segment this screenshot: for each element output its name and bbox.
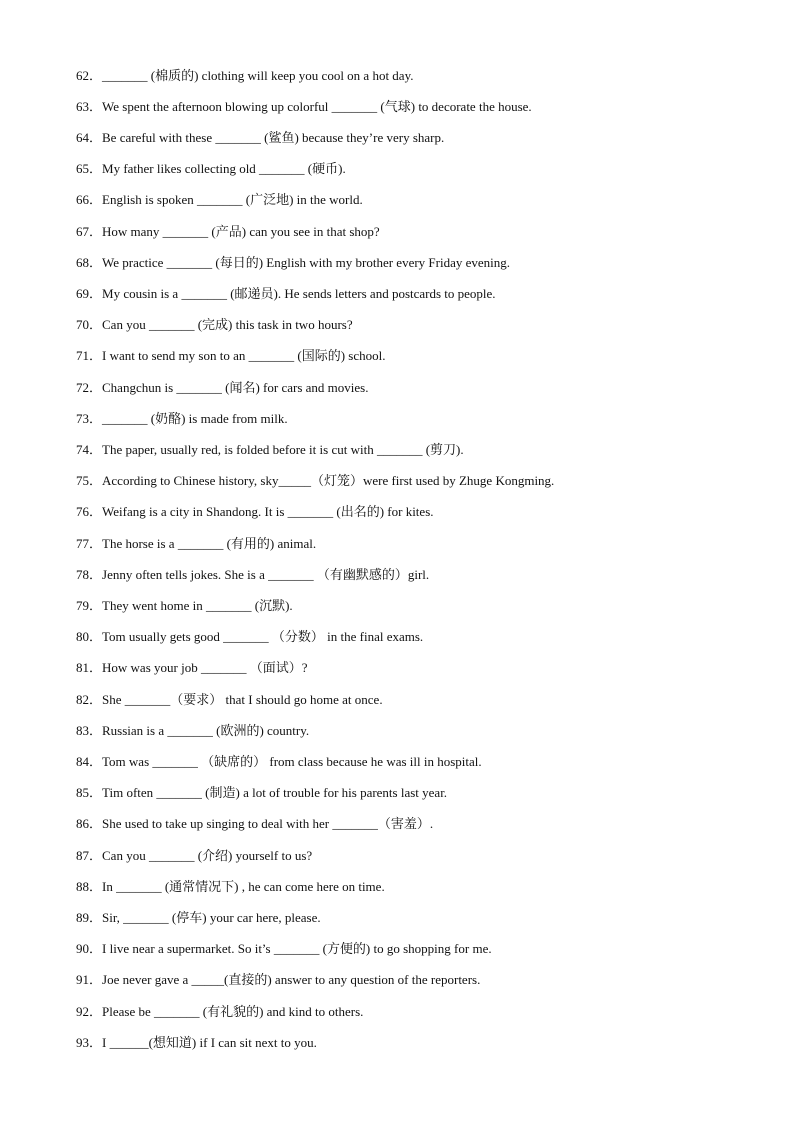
item-text: Sir, _______ (停车) your car here, please. xyxy=(102,910,321,925)
item-number: 78． xyxy=(76,567,103,582)
item-number: 91． xyxy=(76,972,103,987)
exercise-item xyxy=(76,783,447,803)
item-number: 77． xyxy=(76,536,103,551)
exercise-item xyxy=(76,1033,317,1053)
item-text: Russian is a _______ (欧洲的) country. xyxy=(102,723,310,738)
item-number: 74． xyxy=(76,442,103,457)
item-number: 66． xyxy=(76,192,103,207)
exercise-item xyxy=(76,877,385,897)
exercise-item xyxy=(76,222,380,242)
item-number: 73． xyxy=(76,411,103,426)
exercise-item xyxy=(76,66,413,86)
exercise-item xyxy=(76,346,385,366)
item-number: 82． xyxy=(76,692,103,707)
item-number: 64． xyxy=(76,130,103,145)
exercise-item xyxy=(76,752,482,772)
exercise-item xyxy=(76,1002,363,1022)
item-number: 67． xyxy=(76,224,103,239)
exercise-item xyxy=(76,502,434,522)
item-number: 68． xyxy=(76,255,103,270)
item-number: 70． xyxy=(76,317,103,332)
exercise-item xyxy=(76,939,492,959)
item-text: Tom was _______ （缺席的） from class because he was ill in hospital. xyxy=(102,754,482,769)
item-text: She _______（要求） that I should go home at once. xyxy=(102,692,383,707)
exercise-item xyxy=(76,970,480,990)
item-text: I want to send my son to an _______ (国际的) school. xyxy=(102,348,386,363)
item-number: 69． xyxy=(76,286,103,301)
item-number: 83． xyxy=(76,723,103,738)
exercise-item xyxy=(76,846,312,866)
item-text: Joe never gave a _____(直接的) answer to any question of the reporters. xyxy=(102,972,481,987)
item-text: I live near a supermarket. So it’s _______ (方便的) to go shopping for me. xyxy=(102,941,492,956)
exercise-item xyxy=(76,440,464,460)
item-number: 76． xyxy=(76,504,103,519)
item-number: 89． xyxy=(76,910,103,925)
exercise-item xyxy=(76,315,353,335)
item-text: Be careful with these _______ (鲨鱼) because they’re very sharp. xyxy=(102,130,445,145)
item-text: Tom usually gets good _______ （分数） in the final exams. xyxy=(102,629,424,644)
item-number: 72． xyxy=(76,380,103,395)
item-text: We spent the afternoon blowing up colorful _______ (气球) to decorate the house. xyxy=(102,99,532,114)
item-number: 79． xyxy=(76,598,103,613)
exercise-item xyxy=(76,97,532,117)
item-number: 71． xyxy=(76,348,103,363)
exercise-item xyxy=(76,565,429,585)
exercise-item xyxy=(76,814,433,834)
exercise-item xyxy=(76,908,321,928)
exercise-item xyxy=(76,534,316,554)
exercise-item xyxy=(76,596,293,616)
item-number: 84． xyxy=(76,754,103,769)
item-text: According to Chinese history, sky_____（灯笼）were first used by Zhuge Kongming. xyxy=(102,473,555,488)
item-text: Jenny often tells jokes. She is a _______ （有幽默感的）girl. xyxy=(102,567,430,582)
item-text: I ______(想知道) if I can sit next to you. xyxy=(102,1035,317,1050)
item-number: 80． xyxy=(76,629,103,644)
item-text: Changchun is _______ (闻名) for cars and movies. xyxy=(102,380,369,395)
item-number: 62． xyxy=(76,68,103,83)
item-number: 92． xyxy=(76,1004,103,1019)
item-text: _______ (奶酪) is made from milk. xyxy=(102,411,288,426)
exercise-item xyxy=(76,190,363,210)
item-text: The horse is a _______ (有用的) animal. xyxy=(102,536,317,551)
item-text: _______ (棉质的) clothing will keep you cool on a hot day. xyxy=(102,68,414,83)
item-number: 87． xyxy=(76,848,103,863)
item-text: The paper, usually red, is folded before it is cut with _______ (剪刀). xyxy=(102,442,464,457)
exercise-item xyxy=(76,253,510,273)
exercise-item xyxy=(76,378,368,398)
item-text: Please be _______ (有礼貌的) and kind to others. xyxy=(102,1004,364,1019)
item-number: 86． xyxy=(76,816,103,831)
exercise-item xyxy=(76,159,346,179)
item-number: 93． xyxy=(76,1035,103,1050)
item-text: English is spoken _______ (广泛地) in the world. xyxy=(102,192,363,207)
item-text: They went home in _______ (沉默). xyxy=(102,598,293,613)
exercise-item xyxy=(76,471,554,491)
exercise-item xyxy=(76,690,383,710)
exercise-item xyxy=(76,721,309,741)
item-number: 81． xyxy=(76,660,103,675)
item-number: 88． xyxy=(76,879,103,894)
item-text: She used to take up singing to deal with her _______（害羞）. xyxy=(102,816,434,831)
item-number: 63． xyxy=(76,99,103,114)
item-text: Tim often _______ (制造) a lot of trouble for his parents last year. xyxy=(102,785,448,800)
item-text: How many _______ (产品) can you see in that shop? xyxy=(102,224,380,239)
exercise-item xyxy=(76,627,423,647)
item-number: 85． xyxy=(76,785,103,800)
item-text: Can you _______ (完成) this task in two hours? xyxy=(102,317,353,332)
item-number: 90． xyxy=(76,941,103,956)
item-text: We practice _______ (每日的) English with my brother every Friday evening. xyxy=(102,255,511,270)
item-number: 65． xyxy=(76,161,103,176)
exercise-item xyxy=(76,128,444,148)
item-text: My father likes collecting old _______ (硬币). xyxy=(102,161,346,176)
item-text: Weifang is a city in Shandong. It is _______ (出名的) for kites. xyxy=(102,504,434,519)
item-text: In _______ (通常情况下) , he can come here on time. xyxy=(102,879,385,894)
exercise-item xyxy=(76,409,288,429)
exercise-item xyxy=(76,284,496,304)
item-text: Can you _______ (介绍) yourself to us? xyxy=(102,848,313,863)
exercise-item xyxy=(76,658,307,678)
item-number: 75． xyxy=(76,473,103,488)
item-text: My cousin is a _______ (邮递员). He sends letters and postcards to people. xyxy=(102,286,496,301)
item-text: How was your job _______ （面试）? xyxy=(102,660,308,675)
